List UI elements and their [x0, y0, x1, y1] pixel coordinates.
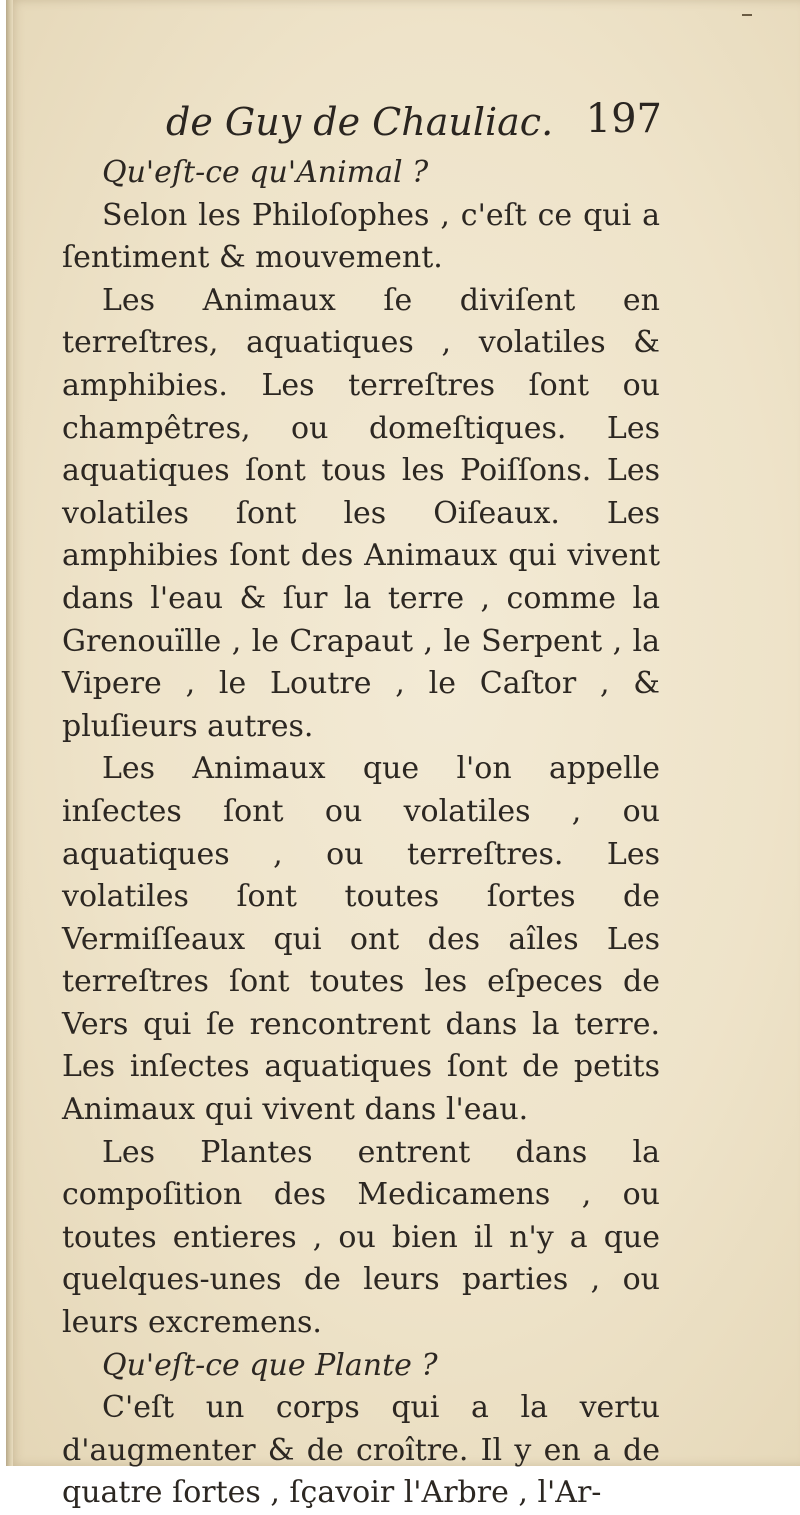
paragraph: Les Animaux ſe diviſent en terreſtres, aquatiques , volatiles & amphibies. Les terreſtres ſont ou champêtres, ou domeſtiques. Les aquatiques ſont tous les Poiſſons. Les volatiles ſont les Oiſeaux. Les amphibies ſont des Animaux qui vivent dans l'eau & ſur la terre , comme la Grenouïlle , le Crapaut , le Serpent , la Vipere , le Loutre , le Caſtor , & pluſieurs autres. — [62, 282, 660, 744]
paragraph: C'eſt un corps qui a la vertu d'augmenter & de croître. Il y en a de quatre ſortes , ſçavoir l'Arbre , l'Ar- — [62, 1390, 660, 1511]
page-header — [166, 96, 662, 152]
body-text — [62, 152, 660, 1515]
book-page — [6, 0, 800, 1511]
paragraph: Les Plantes entrent dans la compoſition des Medicamens , ou toutes entieres , ou bien il n'y a que quelques-unes de leurs parties , ou leurs excremens. — [62, 1134, 660, 1341]
question-heading: Qu'eſt-ce qu'Animal ? — [102, 155, 429, 190]
paragraph: Selon les Philoſophes , c'eſt ce qui a ſentiment & mouvement. — [62, 197, 660, 276]
page-edge-shadow — [6, 0, 13, 1466]
question-heading: Qu'eſt-ce que Plante ? — [102, 1347, 438, 1383]
ink-mark — [742, 14, 752, 16]
running-title: de Guy de Chauliac. — [166, 100, 554, 144]
page-number: 197 — [585, 96, 662, 142]
paragraph: Les Animaux que l'on appelle inſectes ſont ou volatiles , ou aquatiques , ou terreſtres. Les volatiles ſont toutes ſortes de Vermiſſeaux qui ont des aîles Les terreſtres ſont toutes les eſpeces de Vers qui ſe rencontrent dans la terre. Les inſectes aquatiques ſont de petits Animaux qui vivent dans l'eau. — [62, 751, 660, 1128]
